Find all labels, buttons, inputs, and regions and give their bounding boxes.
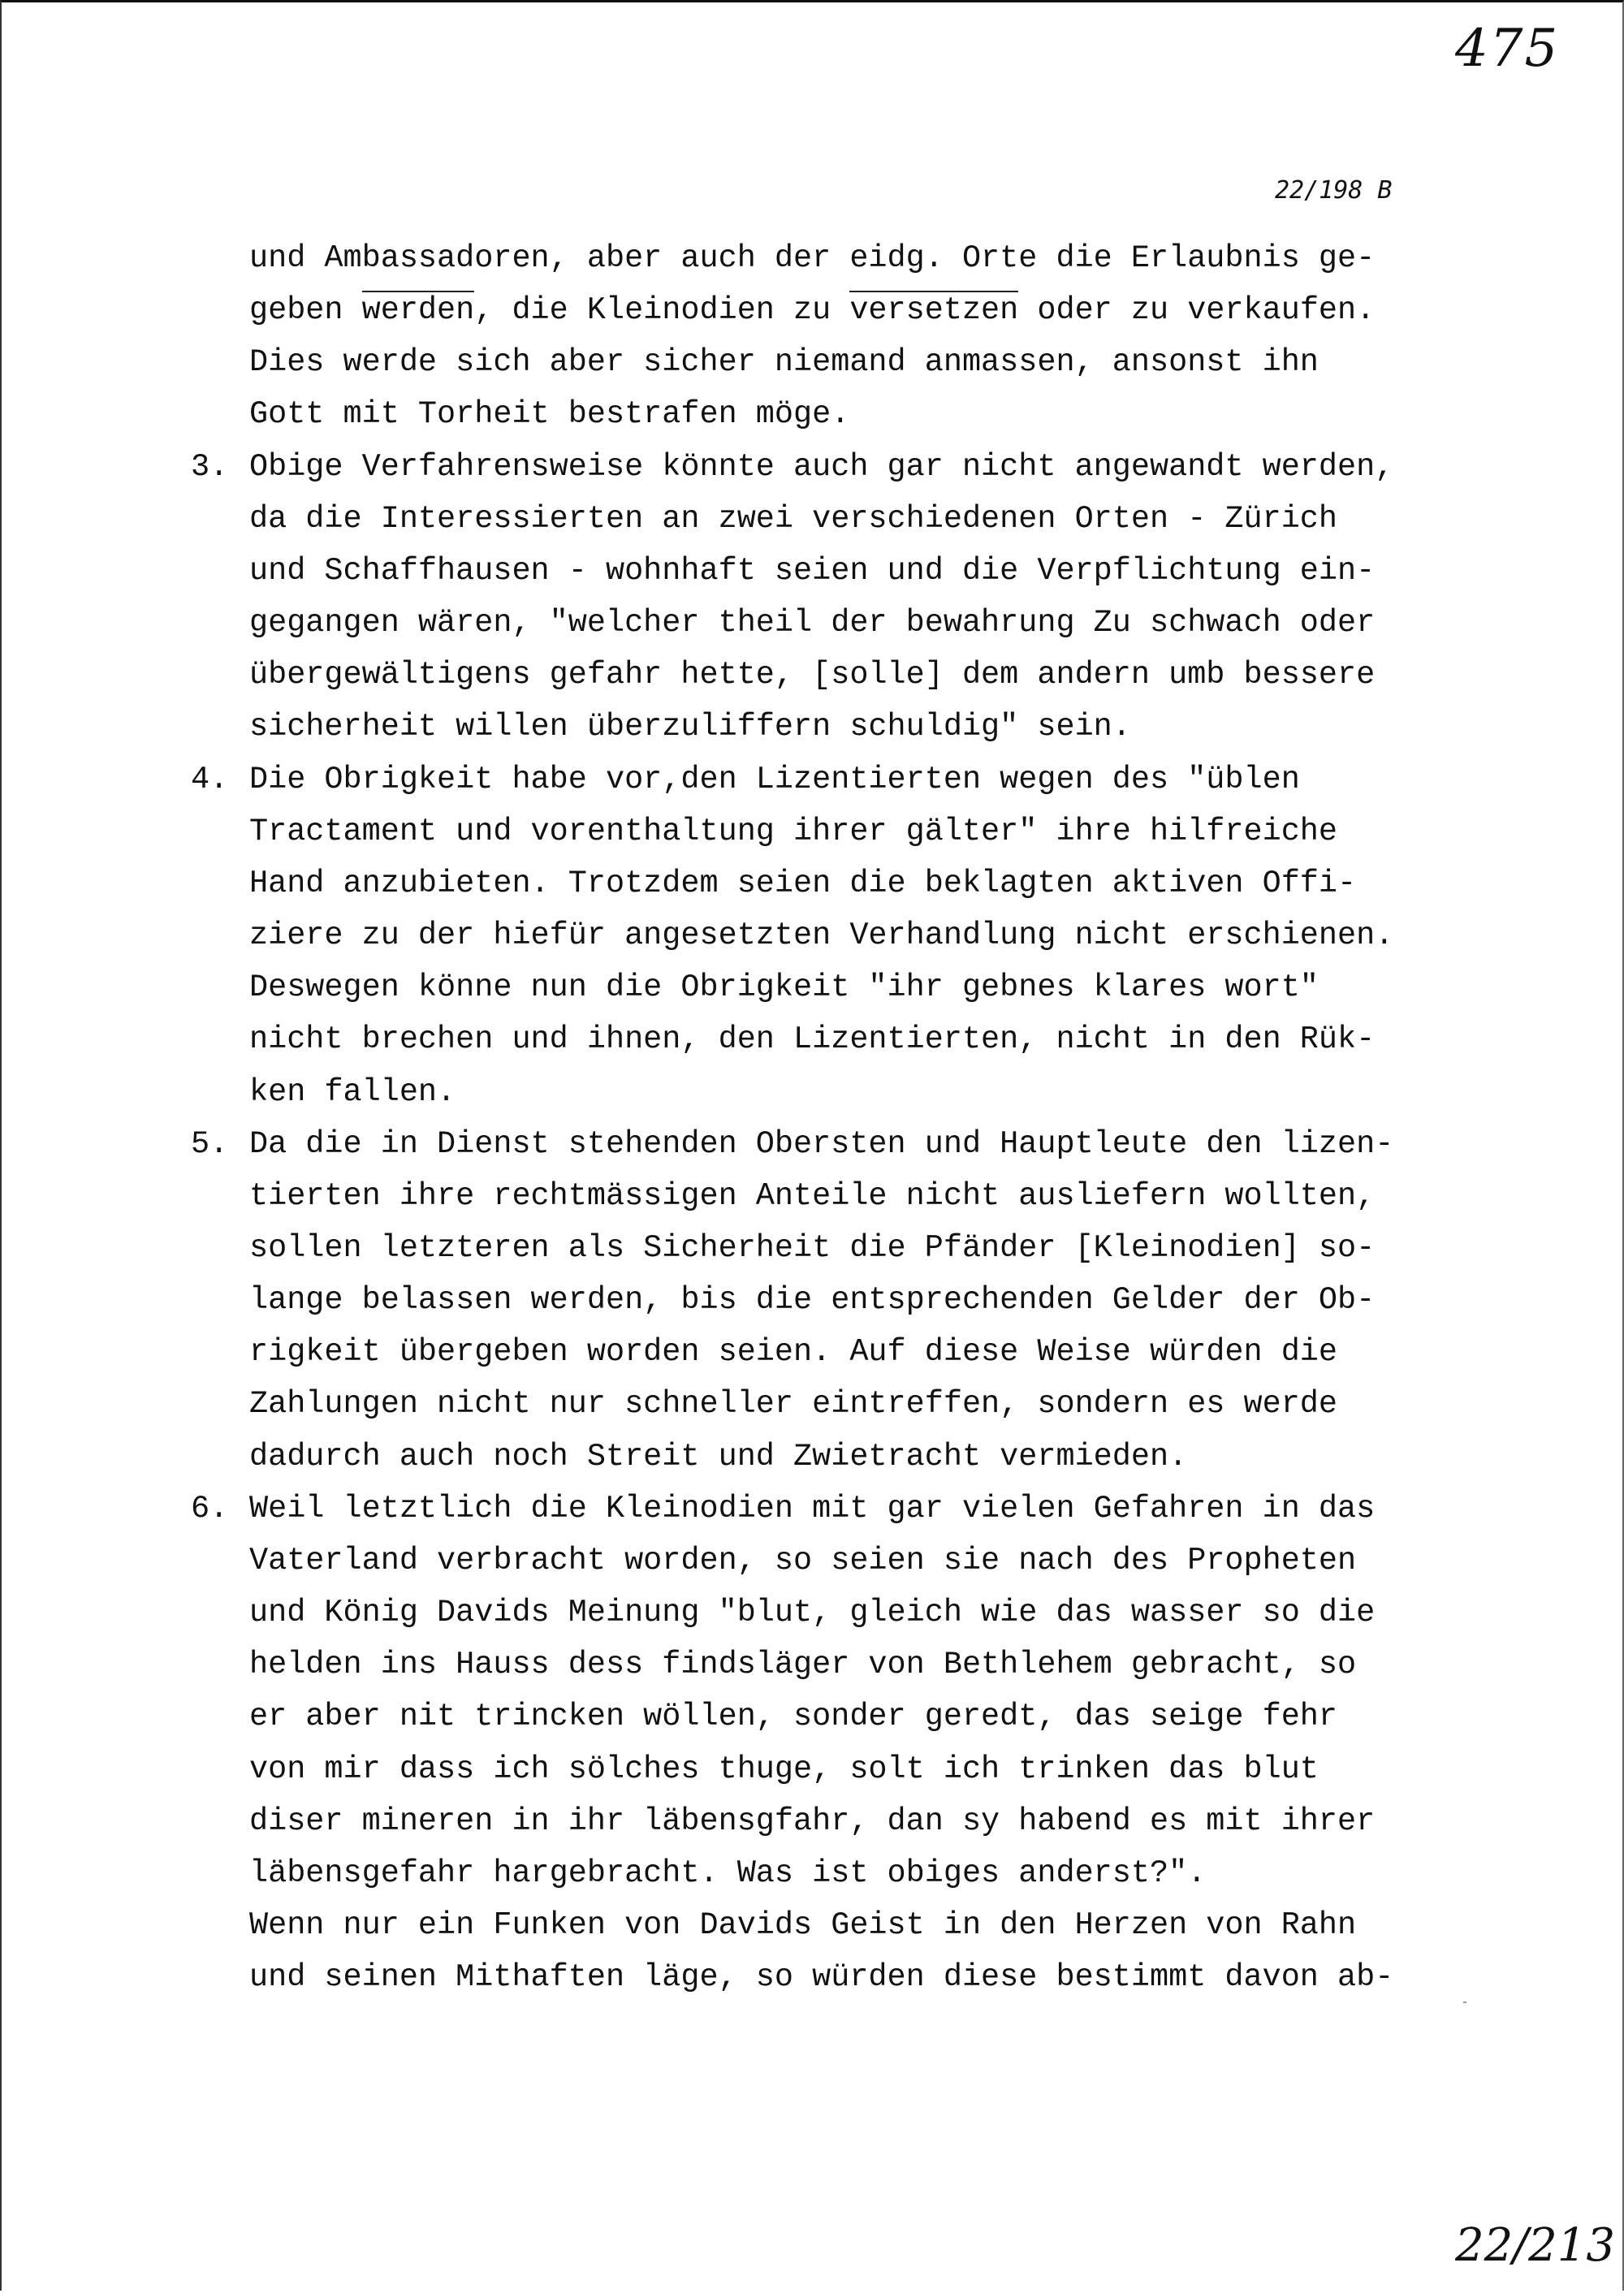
text-line: Tractament und vorenthaltung ihrer gälter" ihre hilfreiche xyxy=(249,813,1338,849)
text-line: Dies werde sich aber sicher niemand anmassen, ansonst ihn xyxy=(249,344,1319,381)
text-span: Obige Verfahrensweise könnte auch gar nicht angewandt werden, xyxy=(249,448,1394,485)
list-item-5 xyxy=(191,1118,1467,1170)
text-span: Weil letztlich die Kleinodien mit gar vielen Gefahren in das xyxy=(249,1490,1376,1527)
text-line: er aber nit trincken wöllen, sonder geredt, das seige fehr xyxy=(249,1699,1338,1735)
item-number: 5. xyxy=(191,1125,229,1162)
overlined-word: versetzen xyxy=(849,292,1019,329)
text-span: , die Kleinodien zu xyxy=(474,292,850,329)
text-line: rigkeit übergeben worden seien. Auf diese Weise würden die xyxy=(249,1334,1338,1371)
overlined-word: werden xyxy=(361,292,475,329)
document-reference: 22/198 B xyxy=(1275,176,1393,205)
text-line: Hand anzubieten. Trotzdem seien die beklagten aktiven Offi- xyxy=(249,865,1357,901)
text-span: oder zu verkaufen. xyxy=(1018,292,1376,329)
text-line: Zahlungen nicht nur schneller eintreffen, sondern es werde xyxy=(249,1386,1338,1423)
text-line xyxy=(249,284,1467,336)
text-span: Die Obrigkeit habe vor,den Lizentierten wegen des "üblen xyxy=(249,761,1300,797)
item-number: 4. xyxy=(191,761,229,797)
text-span: geben xyxy=(249,292,362,329)
list-item-3 xyxy=(191,441,1467,493)
text-line: und seinen Mithaften läge, so würden diese bestimmt davon ab- xyxy=(249,1959,1394,1996)
handwritten-folio-number: 475 xyxy=(1455,19,1560,79)
text-span: Da die in Dienst stehenden Obersten und Hauptleute den lizen- xyxy=(249,1125,1394,1162)
margin-mark xyxy=(1463,2002,1466,2003)
text-line: Wenn nur ein Funken von Davids Geist in den Herzen von Rahn xyxy=(249,1907,1357,1943)
text-line: ken fallen. xyxy=(249,1073,456,1110)
item-number: 6. xyxy=(191,1490,229,1527)
text-line: sicherheit willen überzuliffern schuldig" sein. xyxy=(249,709,1131,745)
item-number: 3. xyxy=(191,448,229,485)
text-line: von mir dass ich sölches thuge, solt ich trinken das blut xyxy=(249,1751,1319,1787)
text-line: diser mineren in ihr läbensgfahr, dan sy habend es mit ihrer xyxy=(249,1803,1376,1839)
document-body xyxy=(191,232,1467,2003)
handwritten-page-number: 22/213 xyxy=(1455,2219,1616,2272)
text-line: und Schaffhausen - wohnhaft seien und die Verpflichtung ein- xyxy=(249,552,1376,589)
text-line: lange belassen werden, bis die entsprechenden Gelder der Ob- xyxy=(249,1282,1376,1319)
text-line: helden ins Hauss dess findsläger von Bethlehem gebracht, so xyxy=(249,1647,1357,1683)
text-line: Gott mit Torheit bestrafen möge. xyxy=(249,396,850,433)
text-line: und König Davids Meinung "blut, gleich wie das wasser so die xyxy=(249,1595,1376,1631)
text-line: sollen letzteren als Sicherheit die Pfänder [Kleinodien] so- xyxy=(249,1229,1376,1266)
list-item-4 xyxy=(191,754,1467,805)
text-line: und Ambassadoren, aber auch der eidg. Orte die Erlaubnis ge- xyxy=(249,240,1376,276)
text-line: gegangen wären, "welcher theil der bewahrung Zu schwach oder xyxy=(249,605,1376,641)
text-line: ziere zu der hiefür angesetzten Verhandlung nicht erschienen. xyxy=(249,918,1394,954)
text-line: nicht brechen und ihnen, den Lizentierten, nicht in den Rük- xyxy=(249,1021,1376,1058)
text-line: übergewältigens gefahr hette, [solle] dem andern umb bessere xyxy=(249,657,1376,693)
text-line: läbensgefahr hargebracht. Was ist obiges anderst?". xyxy=(249,1855,1207,1891)
text-line: dadurch auch noch Streit und Zwietracht vermieden. xyxy=(249,1438,1188,1475)
text-line: da die Interessierten an zwei verschiedenen Orten - Zürich xyxy=(249,500,1338,537)
list-item-6 xyxy=(191,1483,1467,1535)
text-line: Vaterland verbracht worden, so seien sie nach des Propheten xyxy=(249,1542,1357,1578)
text-line: tierten ihre rechtmässigen Anteile nicht ausliefern wollten, xyxy=(249,1177,1376,1214)
text-line: Deswegen könne nun die Obrigkeit "ihr gebnes klares wort" xyxy=(249,969,1319,1006)
